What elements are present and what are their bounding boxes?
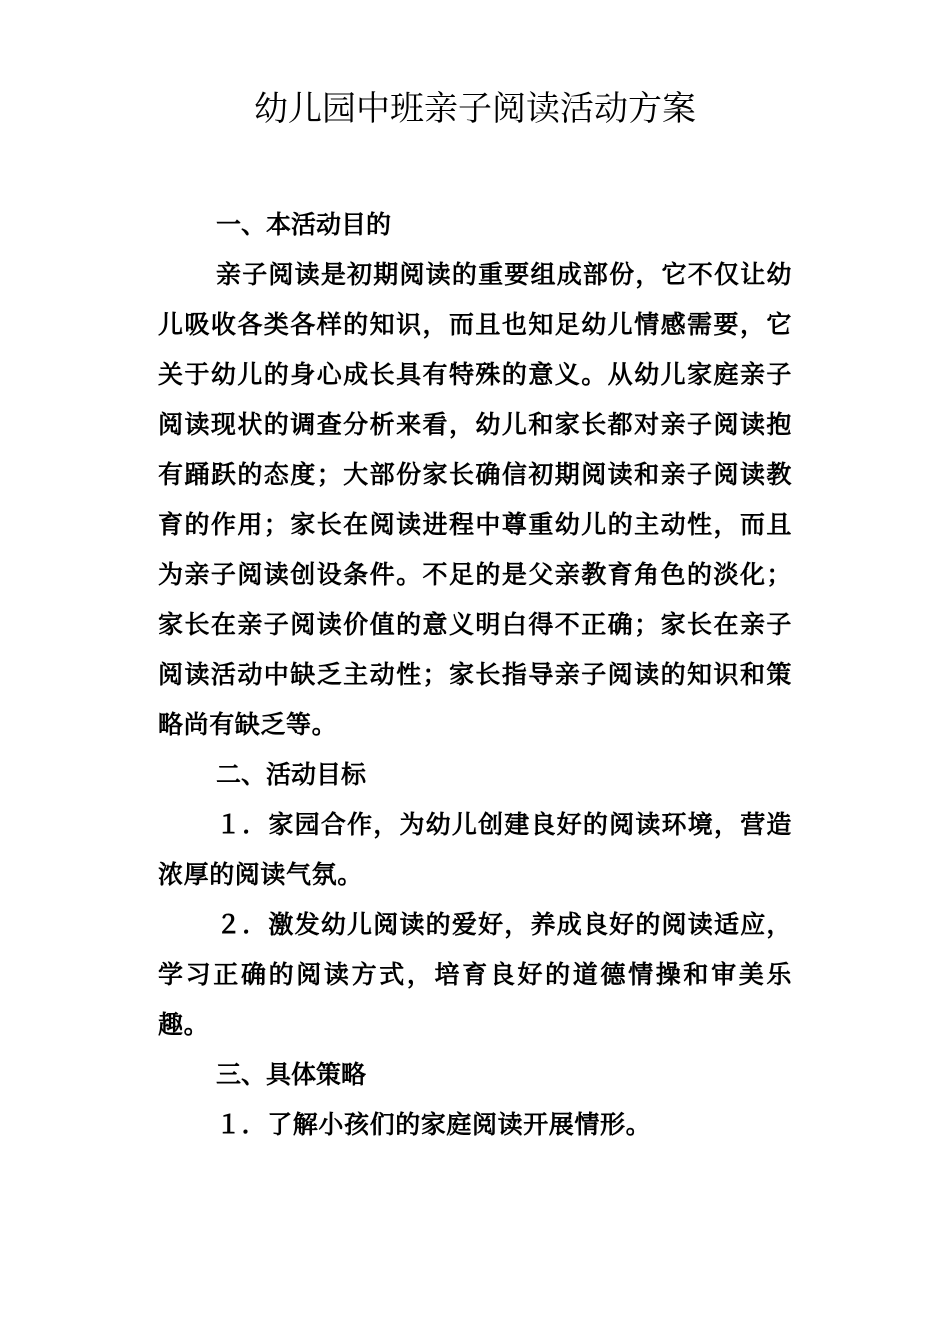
section-strategies [158,1050,792,1150]
list-item: ２．激发幼儿阅读的爱好，养成良好的阅读适应，学习正确的阅读方式，培育良好的道德情操和审美乐趣。 [158,910,792,1039]
list-item: １．家园合作，为幼儿创建良好的阅读环境，营造浓厚的阅读气氛。 [158,810,792,889]
document-body [158,200,792,1150]
section-goals [158,750,792,1050]
section-heading: 二、活动目标 [216,760,367,789]
document-title: 幼儿园中班亲子阅读活动方案 [254,89,696,129]
section-purpose [158,200,792,750]
list-item: １．了解小孩们的家庭阅读开展情形。 [216,1110,652,1139]
section-heading: 一、本活动目的 [216,210,392,239]
section-heading: 三、具体策略 [216,1060,367,1089]
body-paragraph: 亲子阅读是初期阅读的重要组成部份，它不仅让幼儿吸收各类各样的知识，而且也知足幼儿情感需要，它关于幼儿的身心成长具有特殊的意义。从幼儿家庭亲子阅读现状的调查分析来看，幼儿和家长都对亲子阅读抱有踊跃的态度；大部份家长确信初期阅读和亲子阅读教育的作用；家长在阅读进程中尊重幼儿的主动性，而且为亲子阅读创设条件。不足的是父亲教育角色的淡化；家长在亲子阅读价值的意义明白得不正确；家长在亲子阅读活动中缺乏主动性；家长指导亲子阅读的知识和策略尚有缺乏等。 [158,260,792,739]
